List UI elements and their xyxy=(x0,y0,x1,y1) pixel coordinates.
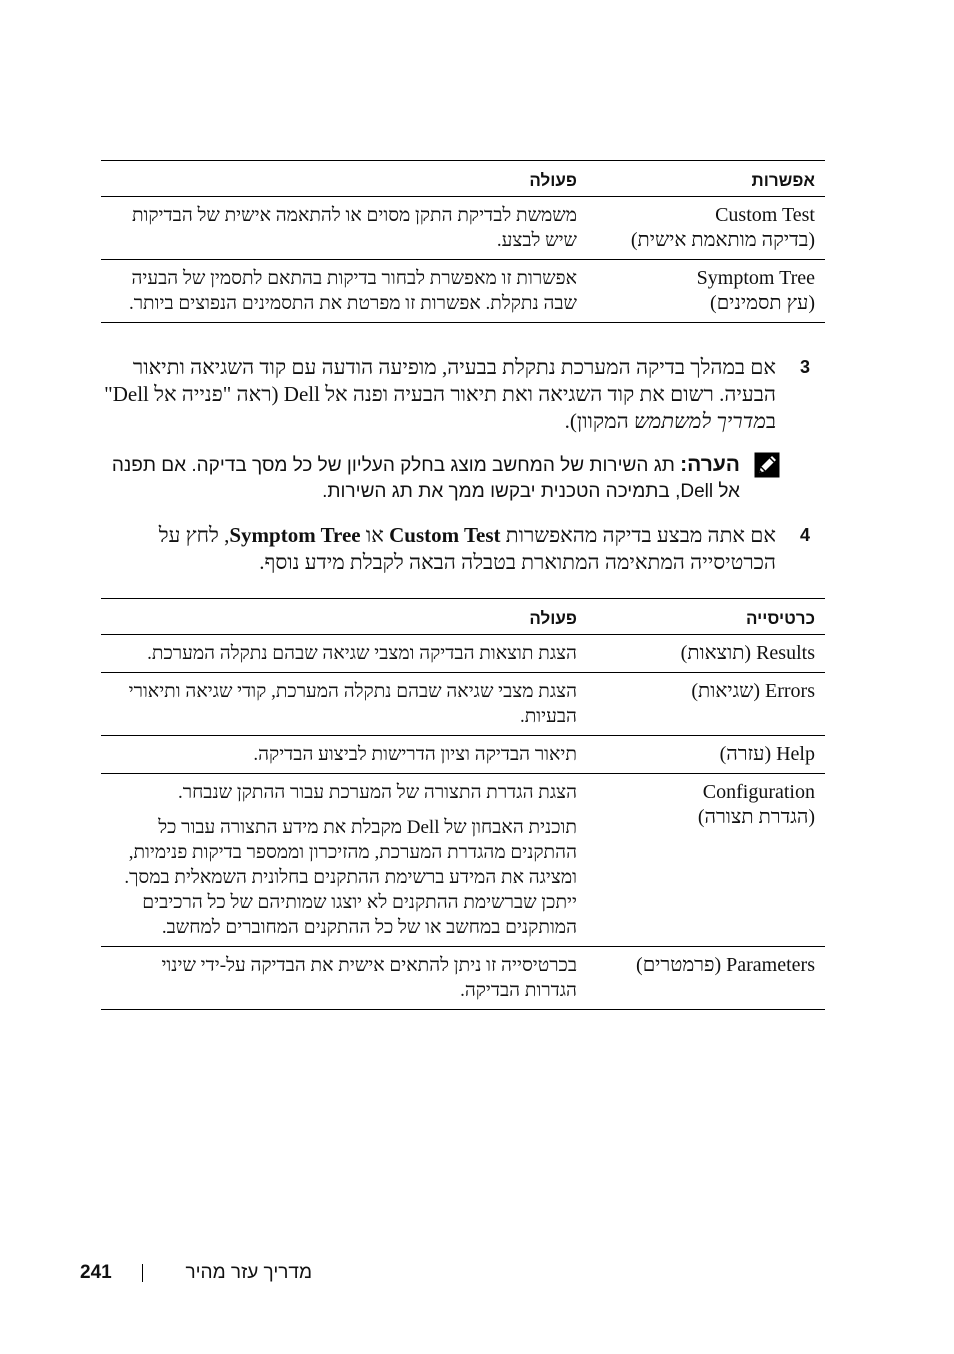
option-cell xyxy=(587,197,825,260)
tab-cell xyxy=(587,947,825,1010)
note-label: הערה: xyxy=(680,453,740,476)
step-text-part: אם אתה מבצע בדיקה מהאפשרות xyxy=(500,523,776,547)
table-row xyxy=(101,260,825,323)
header-function: פעולה xyxy=(101,599,587,635)
step-4 xyxy=(100,522,810,576)
options-table xyxy=(101,160,825,323)
function-cell: הצגת תוצאות הבדיקה ומצבי שגיאה שבהם נתקלה המערכת. xyxy=(101,635,587,673)
note-text xyxy=(110,452,740,505)
function-paragraph: הצגת הגדרת התצורה של המערכת עבור ההתקן שנבחר. xyxy=(177,782,577,803)
step-text-part: , לחץ על הכרטיסייה המתאימה המתוארת בטבלה הבאה לקבלת מידע נוסף. xyxy=(158,523,776,574)
keyword-custom-test: Custom Test xyxy=(389,523,501,547)
page-number: 241 xyxy=(80,1262,112,1283)
step-number: 4 xyxy=(799,525,810,545)
table-row xyxy=(101,736,825,774)
function-cell: תיאור הבדיקה וציון הדרישות לביצוע הבדיקה. xyxy=(101,736,587,774)
tab-cell xyxy=(587,774,825,947)
tab-name: Errors xyxy=(765,680,815,702)
function-cell xyxy=(101,774,587,947)
option-translation: (בדיקה מותאמת אישית) xyxy=(630,229,815,251)
keyword-symptom-tree: Symptom Tree xyxy=(229,523,361,547)
tab-cell xyxy=(587,635,825,673)
function-cell: משמשת לבדיקת התקן מסוים או להתאמה אישית של הבדיקות שיש לבצע. xyxy=(101,197,587,260)
step-text-part: אם במהלך בדיקה המערכת נתקלת בבעיה, מופיעה הודעה עם קוד השגיאה ותיאור הבעיה. רשום את קוד השגיאה ואת תיאור הבעיה ופנה אל Dell (ראה "פנייה אל Dell" ב xyxy=(104,355,776,433)
tab-name: Configuration xyxy=(702,781,815,803)
footer-title: מדריך עזר מהיר xyxy=(185,1262,312,1283)
tab-cell xyxy=(587,736,825,774)
page-footer xyxy=(80,1262,320,1286)
step-text-emphasis: מדריך למשתמש xyxy=(633,409,766,433)
option-cell xyxy=(587,260,825,323)
tabs-table-header xyxy=(101,599,825,635)
step-number: 3 xyxy=(799,357,810,377)
function-cell: בכרטיסייה זו ניתן להתאים אישית את הבדיקה על-ידי שינוי הגדרות הבדיקה. xyxy=(101,947,587,1010)
tab-translation: (הגדרת תצורה) xyxy=(697,806,815,828)
table-row xyxy=(101,673,825,736)
option-name: Symptom Tree xyxy=(696,267,815,289)
header-option: אפשרות xyxy=(587,161,825,197)
tab-translation: (שגיאות) xyxy=(691,680,761,702)
step-text xyxy=(100,354,776,435)
step-3 xyxy=(100,354,810,435)
option-translation: (עץ תסמינים) xyxy=(710,292,815,314)
tab-translation: (עזרה) xyxy=(719,743,772,765)
footer-divider xyxy=(142,1264,143,1282)
function-paragraph: תוכנית האבחון של Dell מקבלת את מידע התצורה עבור כל ההתקנים מהגדרת המערכת, מהזיכרון וממספר בדיקות פנימיות, ומציגה את המידע ברשימת ההתקנים בחלונית השמאלית במסך. ייתכן שברשימת ההתקנים לא יוצגו שמותיהם של כל הרכיבים המותקנים במחשב או של כל ההתקנים המחוברים למחשב. xyxy=(124,817,577,938)
header-tab: כרטיסייה xyxy=(587,599,825,635)
table-row xyxy=(101,197,825,260)
step-text-part: או xyxy=(360,523,390,547)
tab-translation: (תוצאות) xyxy=(680,642,752,664)
tab-name: Results xyxy=(756,642,815,664)
table-row xyxy=(101,635,825,673)
option-name: Custom Test xyxy=(715,204,815,226)
tab-cell xyxy=(587,673,825,736)
note-box xyxy=(110,452,780,505)
step-text-part: המקוון). xyxy=(564,409,634,433)
tab-translation: (פרמטרים) xyxy=(636,954,722,976)
note-pencil-icon xyxy=(754,452,780,478)
table-row xyxy=(101,947,825,1010)
note-body: תג השירות של המחשב מוצג בחלק העליון של כל מסך בדיקה. אם תפנה אל Dell, בתמיכה הטכנית יבקשו ממך את תג השירות. xyxy=(111,455,740,502)
tabs-table xyxy=(101,598,825,1010)
table-row xyxy=(101,774,825,947)
function-cell: הצגת מצבי שגיאה שבהם נתקלה המערכת, קודי שגיאה ותיאורי הבעיות. xyxy=(101,673,587,736)
function-cell: אפשרות זו מאפשרת לבחור בדיקות בהתאם לתסמין של הבעיה שבה נתקלת. אפשרות זו מפרטת את התסמינים הנפוצים ביותר. xyxy=(101,260,587,323)
tab-name: Parameters xyxy=(726,954,815,976)
header-function: פעולה xyxy=(101,161,587,197)
tab-name: Help xyxy=(776,743,815,765)
step-text xyxy=(100,522,776,576)
options-table-header xyxy=(101,161,825,197)
